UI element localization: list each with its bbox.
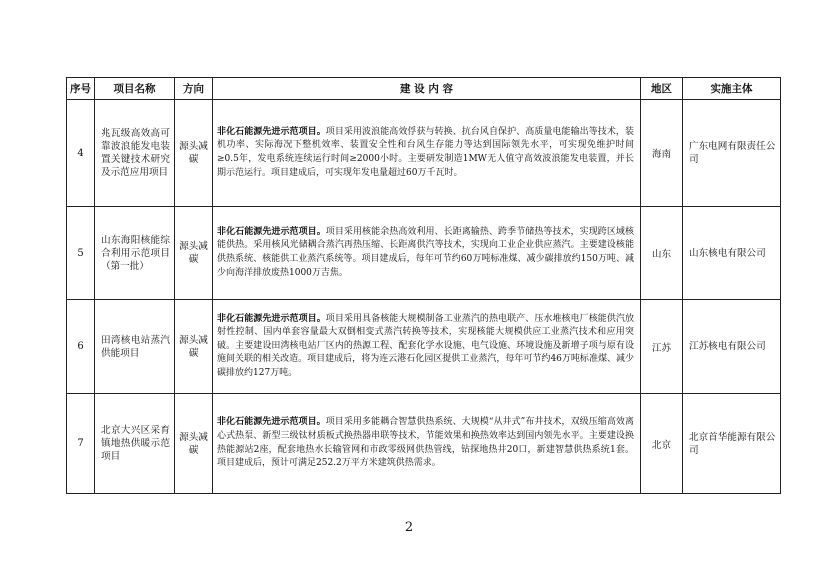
direction: 源头减碳: [175, 300, 213, 394]
region: 山东: [641, 207, 683, 300]
implementing-entity: 山东核电有限公司: [683, 207, 781, 300]
header-region: 地区: [641, 78, 683, 100]
region: 海南: [641, 100, 683, 207]
project-name: 兆瓦级高效高可靠波浪能发电装置关键技术研究及示范应用项目: [95, 100, 175, 207]
content-body: 项目采用核能余热高效利用、长距离输热、跨季节储热等技术，实现跨区域核能供热。采用核风光储耦合蒸汽再热压缩、长距离供汽等技术，实现向工业企业供应蒸汽。主要建设核能供热系统、核能供工业蒸汽系统等。项目建成后，每年可节约60万吨标准煤、减少碳排放约150万吨、减少向海洋排放废热1000万吉焦。: [217, 226, 634, 278]
region: 北京: [641, 394, 683, 494]
page-number: 2: [404, 520, 414, 535]
content-body: 项目采用具备核能大规模制备工业蒸汽的热电联产、压水堆核电厂核能供汽放射性控制、国内单套容量最大双倒相变式蒸汽转换等技术，实现核能大规模供应工业蒸汽技术和应用突破。主要建设田湾核电站厂区内的热源工程、配套化学水设施、电气设施、环境设施及新增子项与原有设施间关联的相关改造。项目建成后，将为连云港石化园区提供工业蒸汽，每年可节约46万吨标准煤、减少碳排放约127万吨。: [217, 313, 634, 378]
content-lead: 非化石能源先进示范项目。: [217, 126, 326, 137]
row-number: 5: [67, 207, 95, 300]
row-number: 6: [67, 300, 95, 394]
header-entity: 实施主体: [683, 78, 781, 100]
project-table: [66, 77, 781, 494]
implementing-entity: 广东电网有限责任公司: [683, 100, 781, 207]
project-name: 田湾核电站蒸汽供能项目: [95, 300, 175, 394]
region: 江苏: [641, 300, 683, 394]
project-name: 山东海阳核能综合利用示范项目（第一批）: [95, 207, 175, 300]
table-row: [67, 300, 781, 394]
construction-content: [213, 394, 641, 494]
direction: 源头减碳: [175, 100, 213, 207]
direction: 源头减碳: [175, 207, 213, 300]
table-row: [67, 207, 781, 300]
construction-content: [213, 207, 641, 300]
content-lead: 非化石能源先进示范项目。: [217, 417, 326, 428]
table-row: [67, 100, 781, 207]
construction-content: [213, 300, 641, 394]
header-project-name: 项目名称: [95, 78, 175, 100]
header-direction: 方向: [175, 78, 213, 100]
content-lead: 非化石能源先进示范项目。: [217, 313, 326, 324]
header-index: 序号: [67, 78, 95, 100]
content-body: 项目采用波浪能高效俘获与转换、抗台风自保护、高质量电能输出等技术，装机功率、实际海况下整机效率、装置安全性和台风生存能力等达到国际领先水平，可实现免维护时间≥0.5年，发电系统连续运行时间≥2000小时。主要研发制造1MW无人值守高效波浪能发电装置，并长期示范运行。项目建成后，可实现年发电量超过60万千瓦时。: [217, 126, 634, 178]
direction: 源头减碳: [175, 394, 213, 494]
header-content: 建 设 内 容: [213, 78, 641, 100]
construction-content: [213, 100, 641, 207]
row-number: 7: [67, 394, 95, 494]
row-number: 4: [67, 100, 95, 207]
content-body: 项目采用多能耦合智慧供热系统、大规模“从井式”布井技术，双级压缩高效离心式热泵、新型三级钛材质板式换热器串联等技术，节能效果和换热效率达到国内领先水平。主要建设换热能源站2座，配套地热水长输管网和市政零级网供热管线，钻探地热井20口，新建智慧供热系统1套。项目建成后，预计可满足252.2万平方米建筑供热需求。: [217, 417, 634, 469]
project-name: 北京大兴区采育镇地热供暖示范项目: [95, 394, 175, 494]
table-header-row: [67, 78, 781, 100]
implementing-entity: 江苏核电有限公司: [683, 300, 781, 394]
implementing-entity: 北京首华能源有限公司: [683, 394, 781, 494]
table-row: [67, 394, 781, 494]
content-lead: 非化石能源先进示范项目。: [217, 226, 326, 237]
